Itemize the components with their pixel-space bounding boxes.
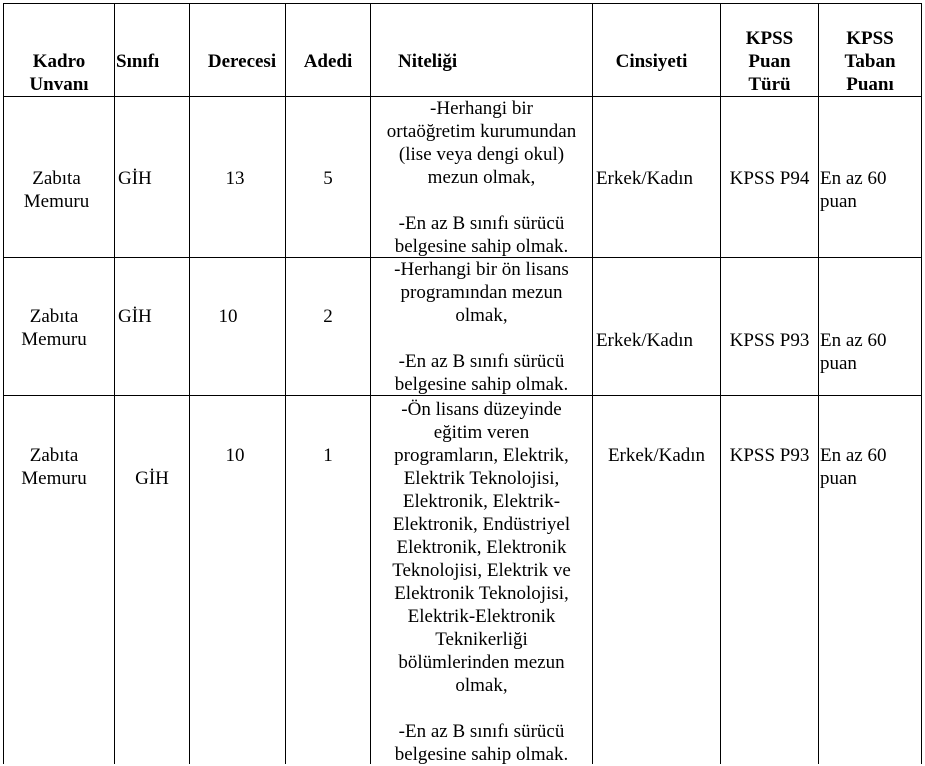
col-rule-5 xyxy=(592,3,593,764)
cell-kpss-puan-turu: KPSS P93 xyxy=(729,330,810,351)
cell-derecesi: 10 xyxy=(225,445,245,466)
cell-derecesi: 13 xyxy=(225,168,245,189)
cell-niteligi: -Herhangi bir ortaöğretim kurumundan (lise veya dengi okul) mezun olmak, -En az B sınıfı sürücü belgesine sahip olmak. xyxy=(386,98,577,257)
cell-niteligi: -Herhangi bir ön lisans programından mezun olmak, -En az B sınıfı sürücü belgesine sahip olmak. xyxy=(394,259,569,395)
cell-sinifi: GİH xyxy=(118,306,152,327)
cell-cinsiyeti: Erkek/Kadın xyxy=(595,168,694,189)
cell-adedi: 1 xyxy=(323,445,333,466)
col-rule-7 xyxy=(818,3,819,764)
cell-kadro: Zabıta Memuru xyxy=(23,168,90,212)
col-rule-3 xyxy=(285,3,286,764)
cell-kadro: Zabıta Memuru xyxy=(21,306,87,350)
col-rule-0 xyxy=(3,3,4,764)
header-sinifi: Sınıfı xyxy=(116,51,160,72)
cell-derecesi: 10 xyxy=(218,306,238,327)
cell-cinsiyeti: Erkek/Kadın xyxy=(595,330,694,351)
cell-kpss-taban-puani: En az 60 puan xyxy=(820,445,887,489)
cell-kpss-taban-puani: En az 60 puan xyxy=(820,168,887,212)
col-rule-6 xyxy=(720,3,721,764)
cell-adedi: 2 xyxy=(323,306,333,327)
header-cinsiyeti: Cinsiyeti xyxy=(615,51,688,72)
header-kpss-taban-puani: KPSS Taban Puanı xyxy=(844,28,896,95)
cell-kpss-taban-puani: En az 60 puan xyxy=(820,330,887,374)
cell-kpss-puan-turu: KPSS P93 xyxy=(729,445,810,466)
cell-kpss-puan-turu: KPSS P94 xyxy=(729,168,810,189)
header-niteligi: Niteliği xyxy=(398,51,458,72)
header-kpss-puan-turu: KPSS Puan Türü xyxy=(745,28,794,95)
header-kadro-unvani: Kadro Unvanı xyxy=(29,51,89,95)
col-rule-8 xyxy=(921,3,922,764)
table-border-top xyxy=(3,3,922,4)
cell-niteligi: -Ön lisans düzeyinde eğitim veren programların, Elektrik, Elektrik Teknolojisi, Elektronik, Elektrik- Elektronik, Endüstriyel Elektronik, Elektronik Teknolojisi, Elektrik ve Elektronik Teknolojisi, Elektrik-Elektronik Teknikerliği bölümlerinden mezun olmak, -En az B sınıfı sürücü belgesine sahip olmak. xyxy=(392,399,571,765)
cell-kadro: Zabıta Memuru xyxy=(21,445,87,489)
cell-cinsiyeti: Erkek/Kadın xyxy=(607,445,706,466)
cell-sinifi: GİH xyxy=(118,168,152,189)
cell-adedi: 5 xyxy=(323,168,333,189)
col-rule-1 xyxy=(114,3,115,764)
header-adedi: Adedi xyxy=(303,51,353,72)
col-rule-2 xyxy=(189,3,190,764)
cell-sinifi: GİH xyxy=(135,468,169,489)
header-derecesi: Derecesi xyxy=(207,51,277,72)
